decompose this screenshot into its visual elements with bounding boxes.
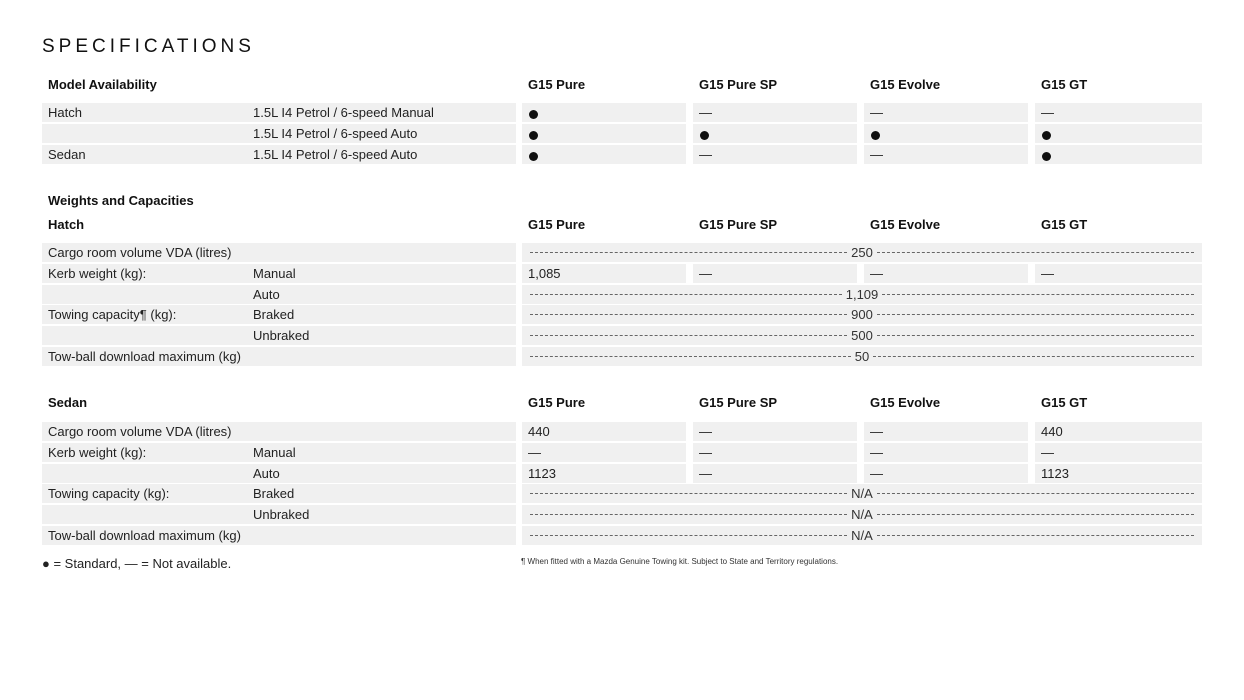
availability-row-body: Sedan [48, 147, 86, 162]
hatch-cell-value: — [1041, 266, 1054, 281]
sedan-row-sublabel: Auto [253, 466, 280, 481]
hatch-row-label: Tow-ball download maximum (kg) [48, 349, 241, 364]
dash-line [877, 314, 1194, 315]
model-header-1: G15 Pure [528, 77, 586, 92]
availability-cell-value: — [870, 105, 883, 120]
model-header-4: G15 GT [1041, 77, 1088, 92]
dash-line [877, 493, 1194, 494]
dash-line [530, 514, 847, 515]
span-value-text: N/A [851, 486, 873, 501]
sedan-cell-value: — [1041, 445, 1054, 460]
hatch-row-label: Towing capacity¶ (kg): [48, 307, 177, 322]
dash-line [530, 356, 851, 357]
availability-cell-bg [522, 103, 686, 122]
dash-line [877, 252, 1194, 253]
hatch-cell-value: — [699, 266, 712, 281]
sedan-row-span-value [526, 484, 1198, 503]
sedan-row-label: Cargo room volume VDA (litres) [48, 424, 232, 439]
hatch-row-label: Kerb weight (kg): [48, 266, 147, 281]
standard-dot-icon [700, 131, 709, 140]
availability-cell-value: — [870, 147, 883, 162]
hatch-row-sublabel: Braked [253, 307, 295, 322]
sedan-cell-bg [1035, 443, 1202, 462]
sedan-row-sublabel: Manual [253, 445, 296, 460]
sedan-cell-bg [693, 443, 857, 462]
sedan-cell-value: — [528, 445, 541, 460]
dash-line [877, 335, 1194, 336]
sedan-row-label: Towing capacity (kg): [48, 486, 170, 501]
sedan-cell-bg [693, 422, 857, 441]
model-header-4: G15 GT [1041, 395, 1088, 410]
availability-heading: Model Availability [48, 77, 157, 92]
availability-cell-value: — [1041, 105, 1054, 120]
sedan-cell-value: — [699, 424, 712, 439]
footnote: ¶ When fitted with a Mazda Genuine Towing kit. Subject to State and Territory regulations. [521, 557, 839, 566]
standard-dot-icon [529, 110, 538, 119]
sedan-cell-value: 440 [1041, 424, 1063, 439]
sedan-row-sublabel: Braked [253, 486, 295, 501]
dash-line [873, 356, 1194, 357]
hatch-heading: Hatch [48, 217, 85, 232]
weights-heading: Weights and Capacities [48, 193, 194, 208]
dash-line [877, 535, 1194, 536]
standard-dot-icon [529, 152, 538, 161]
dash-line [530, 535, 847, 536]
dash-line [882, 294, 1194, 295]
hatch-row-span-value [526, 326, 1198, 345]
hatch-row-sublabel: Unbraked [253, 328, 310, 343]
availability-row-engine: 1.5L I4 Petrol / 6-speed Auto [253, 147, 418, 162]
availability-cell-bg [864, 103, 1028, 122]
span-value-text: 1,109 [845, 287, 879, 302]
standard-dot-icon [1042, 152, 1051, 161]
dash-line [877, 514, 1194, 515]
availability-cell-value: — [699, 147, 712, 162]
sedan-cell-value: — [699, 466, 712, 481]
model-header-2: G15 Pure SP [699, 217, 778, 232]
hatch-cell-bg [864, 264, 1028, 283]
hatch-row-label: Cargo room volume VDA (litres) [48, 245, 232, 260]
availability-row-body: Hatch [48, 105, 82, 120]
sedan-cell-bg [864, 422, 1028, 441]
span-value-text: 50 [854, 349, 870, 364]
sedan-cell-bg [864, 443, 1028, 462]
dash-line [530, 294, 842, 295]
hatch-row-span-value [526, 305, 1198, 324]
availability-cell-bg [1035, 124, 1202, 143]
availability-row-engine: 1.5L I4 Petrol / 6-speed Manual [253, 105, 434, 120]
availability-row-engine: 1.5L I4 Petrol / 6-speed Auto [253, 126, 418, 141]
sedan-cell-bg [864, 464, 1028, 483]
legend: ● = Standard, — = Not available. [42, 556, 232, 571]
availability-cell-bg [522, 145, 686, 164]
model-header-2: G15 Pure SP [699, 77, 778, 92]
sedan-row-label: Kerb weight (kg): [48, 445, 147, 460]
sedan-cell-value: — [870, 445, 883, 460]
dash-line [530, 252, 847, 253]
availability-cell-bg [693, 124, 857, 143]
hatch-row-span-value [526, 347, 1198, 366]
sedan-cell-value: — [870, 466, 883, 481]
sedan-cell-value: — [699, 445, 712, 460]
page-title: SPECIFICATIONS [42, 36, 255, 57]
span-value-text: 500 [851, 328, 873, 343]
sedan-row-span-value [526, 526, 1198, 545]
model-header-4: G15 GT [1041, 217, 1088, 232]
standard-dot-icon [871, 131, 880, 140]
standard-dot-icon [1042, 131, 1051, 140]
hatch-cell-value: — [870, 266, 883, 281]
sedan-cell-value: 1123 [528, 466, 556, 481]
availability-cell-bg [864, 124, 1028, 143]
hatch-row-span-value [526, 243, 1198, 262]
sedan-cell-value: — [870, 424, 883, 439]
model-header-3: G15 Evolve [870, 395, 941, 410]
availability-cell-bg [522, 124, 686, 143]
sedan-cell-bg [522, 443, 686, 462]
hatch-row-sublabel: Manual [253, 266, 296, 281]
dash-line [530, 314, 847, 315]
span-value-text: 900 [851, 307, 873, 322]
model-header-1: G15 Pure [528, 217, 586, 232]
availability-cell-bg [693, 145, 857, 164]
availability-cell-bg [1035, 145, 1202, 164]
sedan-cell-value: 1123 [1041, 466, 1069, 481]
span-value-text: 250 [851, 245, 873, 260]
standard-dot-icon [529, 131, 538, 140]
sedan-row-label: Tow-ball download maximum (kg) [48, 528, 241, 543]
hatch-row-span-value [526, 285, 1198, 304]
span-value-text: N/A [851, 507, 873, 522]
sedan-cell-bg [693, 464, 857, 483]
hatch-cell-bg [693, 264, 857, 283]
availability-cell-bg [693, 103, 857, 122]
model-header-1: G15 Pure [528, 395, 586, 410]
model-header-2: G15 Pure SP [699, 395, 778, 410]
sedan-row-sublabel: Unbraked [253, 507, 310, 522]
model-header-3: G15 Evolve [870, 77, 941, 92]
dash-line [530, 335, 847, 336]
span-value-text: N/A [851, 528, 873, 543]
hatch-cell-value: 1,085 [528, 266, 561, 281]
hatch-row-sublabel: Auto [253, 287, 280, 302]
availability-cell-value: — [699, 105, 712, 120]
model-header-3: G15 Evolve [870, 217, 941, 232]
sedan-row-span-value [526, 505, 1198, 524]
sedan-cell-value: 440 [528, 424, 550, 439]
availability-cell-bg [864, 145, 1028, 164]
sedan-heading: Sedan [48, 395, 88, 410]
dash-line [530, 493, 847, 494]
availability-cell-bg [1035, 103, 1202, 122]
hatch-cell-bg [1035, 264, 1202, 283]
